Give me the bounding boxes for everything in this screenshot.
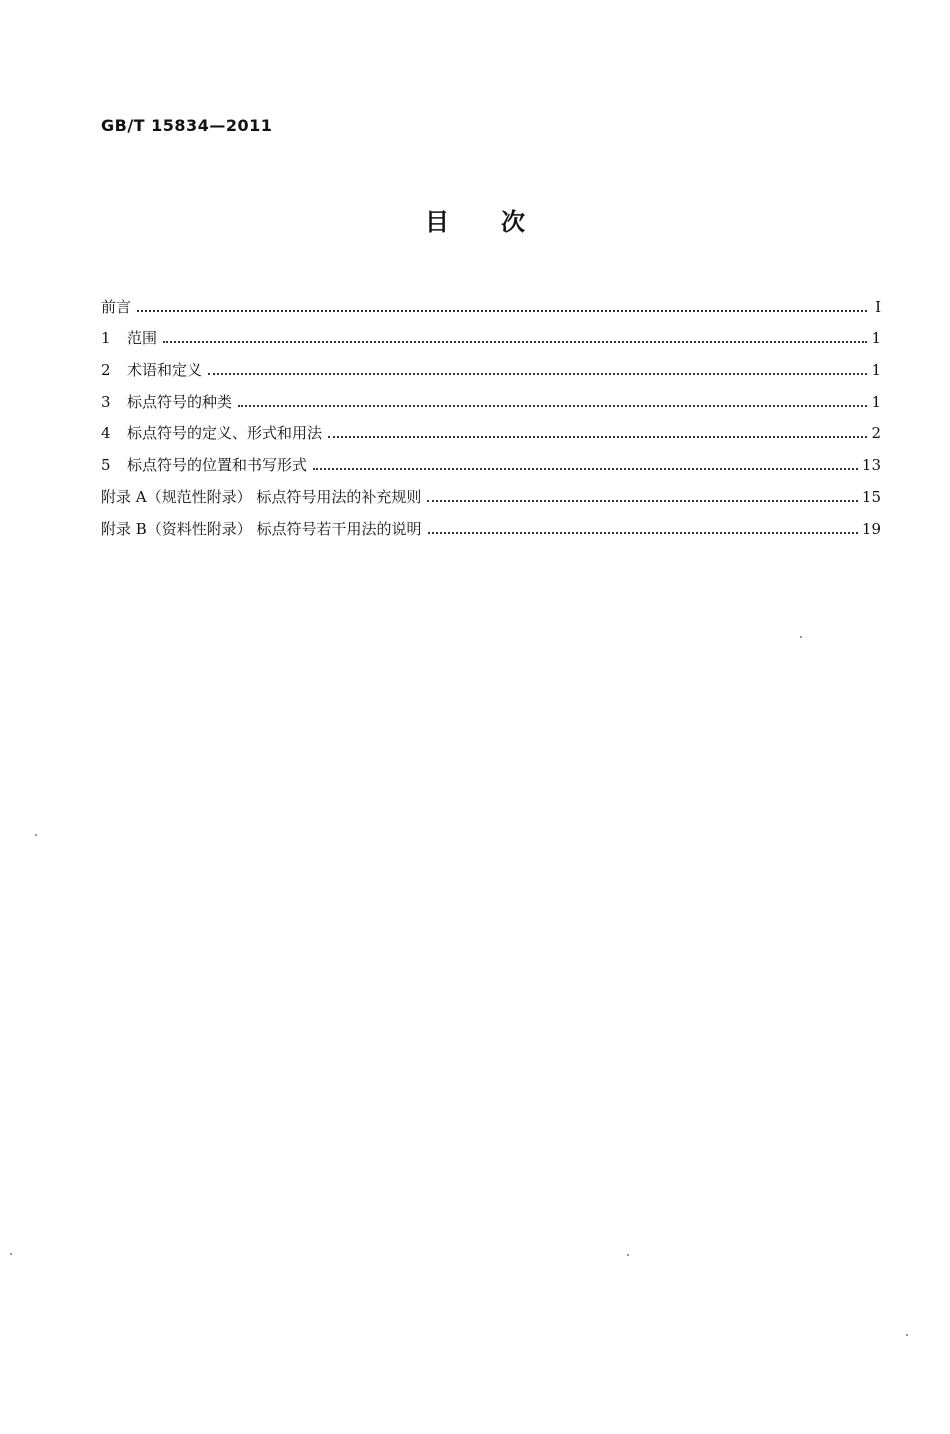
scan-speck	[10, 1253, 12, 1255]
toc-page-number: Ⅰ	[875, 297, 881, 316]
scan-speck	[906, 1334, 908, 1336]
toc-entry-label: 4 标点符号的定义、形式和用法	[101, 424, 323, 443]
toc-entry-appendix-a[interactable]	[101, 475, 881, 507]
dot-leader	[238, 405, 867, 407]
table-of-contents	[101, 285, 881, 539]
toc-page-number: 1	[871, 392, 881, 411]
toc-entry-label: 附录 B（资料性附录） 标点符号若干用法的说明	[101, 519, 422, 538]
toc-entry-label: 1 范围	[101, 329, 158, 348]
toc-entry-label: 附录 A（规范性附录） 标点符号用法的补充规则	[101, 487, 422, 506]
toc-section-number: 5	[101, 456, 111, 475]
toc-entry-definitions[interactable]	[101, 412, 881, 444]
toc-entry-label: 2 术语和定义	[101, 361, 203, 380]
scan-speck	[800, 636, 802, 638]
toc-page-number: 1	[871, 329, 881, 348]
toc-title: 目次	[425, 208, 577, 236]
dot-leader	[208, 373, 867, 375]
scan-speck	[627, 1254, 629, 1256]
toc-section-number: 3	[101, 392, 111, 411]
toc-page-number: 2	[871, 424, 881, 443]
dot-leader	[137, 310, 867, 312]
dot-leader	[428, 532, 858, 534]
toc-page-number: 13	[861, 456, 881, 475]
toc-entry-terms[interactable]	[101, 348, 881, 380]
toc-entry-scope[interactable]	[101, 317, 881, 349]
toc-section-number: 2	[101, 361, 111, 380]
toc-entry-label: 5 标点符号的位置和书写形式	[101, 456, 308, 475]
toc-page-number: 15	[861, 487, 881, 506]
toc-entry-label: 3 标点符号的种类	[101, 392, 233, 411]
toc-section-number: 1	[101, 329, 111, 348]
toc-page-number: 1	[871, 361, 881, 380]
toc-entry-label: 前言	[101, 297, 132, 316]
dot-leader	[313, 468, 858, 470]
toc-entry-position[interactable]	[101, 443, 881, 475]
toc-section-number: 4	[101, 424, 111, 443]
scan-speck	[35, 834, 37, 836]
toc-page-number: 19	[861, 519, 881, 538]
document-id: GB/T 15834—2011	[101, 116, 273, 135]
toc-entry-appendix-b[interactable]	[101, 507, 881, 539]
toc-entry-types[interactable]	[101, 380, 881, 412]
toc-entry-foreword[interactable]	[101, 285, 881, 317]
dot-leader	[427, 500, 858, 502]
dot-leader	[163, 341, 867, 343]
dot-leader	[328, 436, 867, 438]
